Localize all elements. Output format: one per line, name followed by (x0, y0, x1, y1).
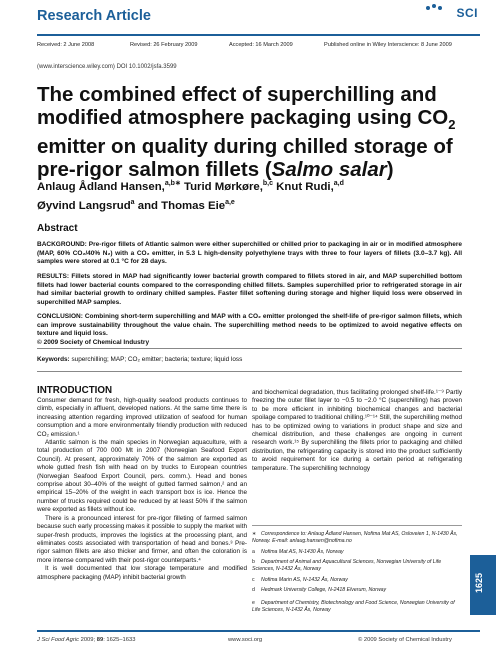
title-line-4-end: ) (386, 157, 394, 181)
footer-citation (37, 637, 135, 643)
footnote-mark: e (252, 600, 255, 606)
published-date: Published online in Wiley Interscience: 8 June 2009 (324, 42, 452, 48)
article-title (37, 84, 477, 181)
header-rule (37, 34, 480, 36)
footer-website[interactable]: www.soci.org (228, 637, 263, 643)
title-subscript: 2 (448, 116, 456, 132)
author-5-affil: a,e (225, 199, 235, 207)
author-4: Øyvind Langsrud (37, 200, 131, 213)
journal-name: J Sci Food Agric (37, 637, 79, 643)
abstract-copyright: © 2009 Society of Chemical Industry (37, 338, 150, 346)
conclusion-label: CONCLUSION: (37, 313, 83, 320)
keywords (37, 356, 242, 363)
received-date: Received: 2 June 2008 (37, 42, 95, 48)
abstract-conclusion (37, 313, 462, 347)
doi-line: (www.interscience.wiley.com) DOI 10.1002/jsfa.3599 (37, 64, 177, 70)
citation-volume: 89 (96, 637, 104, 643)
results-text: Fillets stored in MAP had significantly lower bacterial growth compared to fillets stored in air, and MAP superchilled bottom fillets had lower bacterial counts compared to the corresponding chilled fillets. Samples superchilled prior to refrigerated storage in air had similar bacterial growth to ordinary chilled samples. Faster fillet softening during storage and higher liquid loss were observed in superchilled MAP samples. (37, 273, 462, 306)
abstract-heading: Abstract (37, 223, 78, 234)
footnote-text: Department of Animal and Aquacultural Sciences, Norwegian University of Life Sciences, N-1432 Ås, Norway (252, 559, 442, 572)
footer-copyright: © 2009 Society of Chemical Industry (358, 637, 452, 643)
footnote-a (252, 549, 460, 556)
citation-year: 2009; (79, 637, 97, 643)
footnote-rule (252, 525, 462, 526)
footnote-correspondence (252, 531, 460, 545)
intro-paragraph-3: There is a pronounced interest for pre-rigor filleting of farmed salmon because such early processing makes it possible to supply the market with super-fresh products, improves the logistics at the processing plant, and eliminates costs associated with transportation of head and bones.³ Pre-rigor salmon fillets are also thicker and firmer, and often the coloration is more intense compared with their post-rigor counterparts.⁴ (37, 514, 247, 564)
keywords-label: Keywords: (37, 356, 70, 363)
author-5: and Thomas Eie (134, 200, 226, 213)
title-line-1: The combined effect of superchilling and (37, 83, 437, 106)
intro-paragraph-2: Atlantic salmon is the main species in Norwegian aquaculture, with a total production of 700 000 Mt in 2007 (Norwegian Seafood Export Council). At present, approximately 70% of the salmon are exported as whole gutted fresh fish with head on by trucks to European countries (Norwegian Seafood Export Council, pers. comm.). Head and bones comprise about 30–40% of the weight of gutted farmed salmon,² and an empirical 15–20% of the weight in each transport box is ice. Hence the number of trucks required could be reduced by at least 50% if the salmon were exported as fillets without ice. (37, 439, 247, 514)
author-3-affil: a,d (333, 180, 344, 187)
title-line-3: emitter on quality during chilled storage of (37, 135, 453, 159)
footnote-text: Hedmark University College, N-2418 Elverum, Norway (261, 587, 387, 593)
footnote-mark: d (252, 587, 255, 593)
background-label: BACKGROUND: (37, 241, 87, 248)
left-column (37, 397, 247, 582)
footnote-text: Correspondence to: Anlaug Ådland Hansen, Nofima Mat AS, Osloveien 1, N-1430 Ås, Norway. E-mail: anlaug.hansen@nofima.no (252, 531, 458, 544)
citation-pages: : 1625–1633 (103, 637, 136, 643)
footnote-e (252, 600, 460, 614)
author-1: Anlaug Ådland Hansen, (37, 180, 165, 193)
section-label: Research Article (37, 8, 151, 24)
author-2: Turid Mørkøre, (180, 180, 263, 193)
background-text: Pre-rigor fillets of Atlantic salmon were either superchilled or chilled prior to packaging in air or in modified atmosphere (MAP, 60% CO₂/40% N₂) with a CO₂ emitter, in 5.3 L high-density polyethylene trays with three to four layers of fillets (3.0–3.7 kg). All samples were stored at 0.1 °C for 28 days. (37, 241, 462, 266)
title-species: Salmo salar (271, 157, 387, 181)
sci-logo-text: SCI (456, 6, 478, 20)
footnote-mark: ∗ (252, 531, 257, 537)
revised-date: Revised: 26 February 2009 (130, 42, 198, 48)
results-label: RESULTS: (37, 273, 70, 280)
keywords-top-rule (37, 348, 462, 349)
intro-paragraph-5: and biochemical degradation, thus facilitating prolonged shelf-life.¹⁻⁹ Partly freezing the outer fillet layer to −0.5 to −2.0 °C (superchilling) has proven to be more efficient in inhibiting biochemical changes and bacterial spoilage compared to traditional chilling.¹⁰⁻¹⁴ Still, the superchilling method has to be optimized owing to variations in product shape and size and chemical distribution, and these challenges are ongoing in current research work.¹⁵ By superchilling the fillets prior to packaging and chilled distribution, the refrigerating capacity is stored into the product sufficiently to avoid requirement for ice during a certain period at refrigerating temperature. The superchilling technology (252, 389, 462, 472)
footnote-mark: b (252, 559, 255, 565)
page-number: 1625 (474, 572, 485, 594)
footnote-text: Department of Chemistry, Biotechnology and Food Science, Norwegian University of Life Sciences, N-1432 Ås, Norway (252, 600, 455, 613)
author-2-affil: b,c (262, 180, 274, 187)
footnote-d (252, 587, 460, 594)
right-column (252, 389, 462, 473)
abstract-results (37, 273, 462, 307)
author-list (37, 176, 477, 215)
author-1-affil: a,b∗ (164, 180, 181, 187)
abstract-background (37, 241, 462, 267)
intro-paragraph-1: Consumer demand for fresh, high-quality seafood products continues to climb, especially in affluent, developed nations. At the same time there is increasing attention regarding improved utilization of seafood for human consumption and a more environmentally friendly production with reduced CO₂ emission.¹ (37, 397, 247, 438)
footnote-mark: c (252, 577, 255, 583)
conclusion-text: Combining short-term superchilling and MAP with a CO₂ emitter prolonged the shelf-life of pre-rigor salmon fillets, which can improve sustainability throughout the value chain. The superchilling method needs to be optimized to avoid negative effects on texture and liquid loss. (37, 313, 462, 338)
keywords-bottom-rule (37, 371, 462, 372)
footnote-b (252, 559, 460, 573)
footnote-mark: a (252, 549, 255, 555)
title-line-2: modified atmosphere packaging using CO (37, 105, 449, 129)
author-4-affil: a (130, 199, 135, 207)
footnote-text: Nofima Mat AS, N-1430 Ås, Norway (261, 549, 344, 555)
accepted-date: Accepted: 16 March 2009 (229, 42, 293, 48)
intro-paragraph-4: It is well documented that low storage temperature and modified atmosphere packaging (MAP) inhibit bacterial growth (37, 565, 247, 581)
keywords-text: superchilling; MAP; CO₂ emitter; bacteria; texture; liquid loss (69, 356, 243, 363)
footer-rule (37, 630, 480, 632)
footnote-text: Nofima Marin AS, N-1432 Ås, Norway (261, 577, 348, 583)
introduction-heading: INTRODUCTION (37, 385, 113, 396)
footnote-c (252, 577, 460, 584)
author-3: Knut Rudi, (273, 180, 334, 193)
title-line-4: pre-rigor salmon fillets ( (37, 157, 272, 181)
